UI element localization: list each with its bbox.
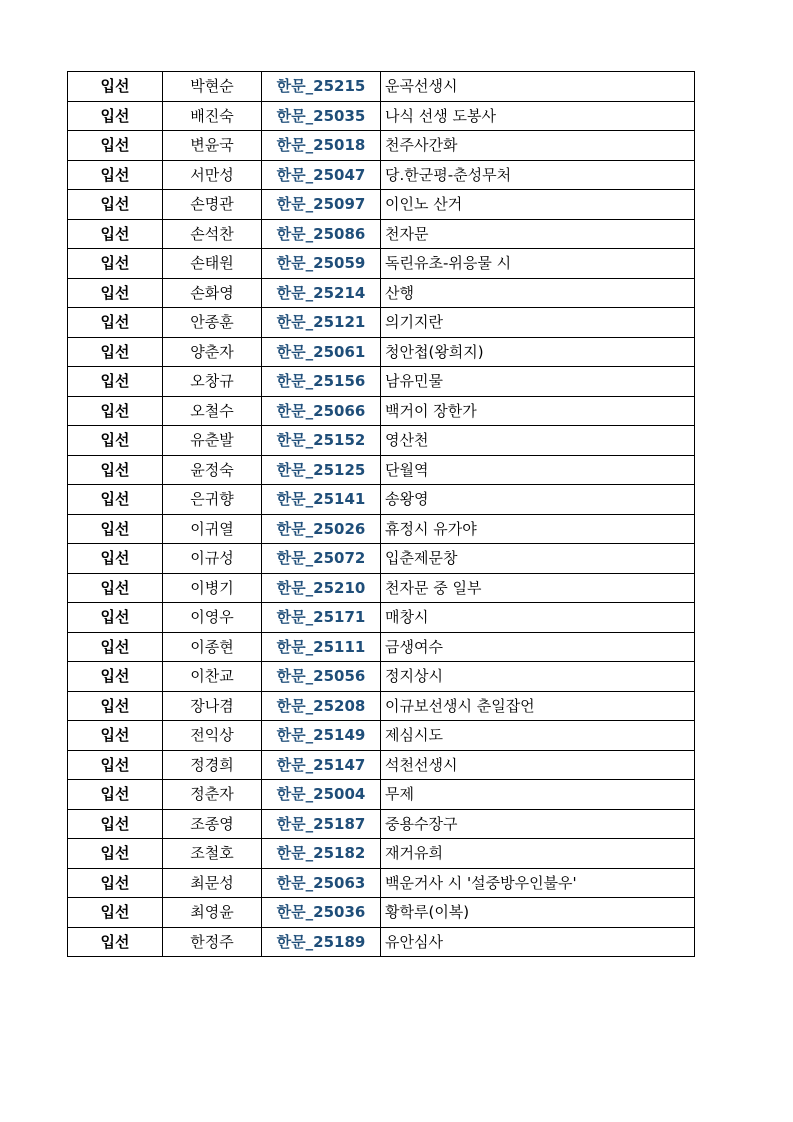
entry-code-cell: 한문_25035 (262, 101, 381, 131)
artist-name-cell: 손화영 (163, 278, 262, 308)
artist-name-cell: 장나겸 (163, 691, 262, 721)
table-row (68, 485, 695, 515)
entry-code-cell: 한문_25086 (262, 219, 381, 249)
table-row (68, 750, 695, 780)
work-title-cell: 유안심사 (381, 927, 695, 957)
table-row (68, 632, 695, 662)
table-row (68, 426, 695, 456)
table-row (68, 898, 695, 928)
award-cell: 입선 (68, 308, 163, 338)
work-title-cell: 나식 선생 도봉사 (381, 101, 695, 131)
award-cell: 입선 (68, 573, 163, 603)
artist-name-cell: 배진숙 (163, 101, 262, 131)
entry-code-cell: 한문_25121 (262, 308, 381, 338)
artist-name-cell: 변윤국 (163, 131, 262, 161)
artist-name-cell: 손석찬 (163, 219, 262, 249)
work-title-cell: 휴정시 유가야 (381, 514, 695, 544)
artist-name-cell: 손명관 (163, 190, 262, 220)
entry-code-cell: 한문_25036 (262, 898, 381, 928)
artist-name-cell: 한정주 (163, 927, 262, 957)
award-cell: 입선 (68, 898, 163, 928)
entry-code-cell: 한문_25004 (262, 780, 381, 810)
work-title-cell: 송왕영 (381, 485, 695, 515)
table-row (68, 367, 695, 397)
entry-code-cell: 한문_25208 (262, 691, 381, 721)
work-title-cell: 독린유초-위응물 시 (381, 249, 695, 279)
entry-code-cell: 한문_25189 (262, 927, 381, 957)
award-cell: 입선 (68, 927, 163, 957)
work-title-cell: 단월역 (381, 455, 695, 485)
artist-name-cell: 양춘자 (163, 337, 262, 367)
table-row (68, 131, 695, 161)
entry-code-cell: 한문_25147 (262, 750, 381, 780)
table-row (68, 190, 695, 220)
results-table-body (68, 72, 695, 957)
award-cell: 입선 (68, 337, 163, 367)
award-cell: 입선 (68, 721, 163, 751)
entry-code-cell: 한문_25097 (262, 190, 381, 220)
artist-name-cell: 정춘자 (163, 780, 262, 810)
artist-name-cell: 이종현 (163, 632, 262, 662)
table-row (68, 396, 695, 426)
award-cell: 입선 (68, 72, 163, 102)
award-cell: 입선 (68, 780, 163, 810)
work-title-cell: 매창시 (381, 603, 695, 633)
table-row (68, 868, 695, 898)
award-cell: 입선 (68, 219, 163, 249)
artist-name-cell: 안종훈 (163, 308, 262, 338)
table-row (68, 249, 695, 279)
work-title-cell: 금생여수 (381, 632, 695, 662)
work-title-cell: 황학루(이복) (381, 898, 695, 928)
artist-name-cell: 이귀열 (163, 514, 262, 544)
artist-name-cell: 윤정숙 (163, 455, 262, 485)
artist-name-cell: 정경희 (163, 750, 262, 780)
award-cell: 입선 (68, 426, 163, 456)
table-row (68, 160, 695, 190)
artist-name-cell: 유춘발 (163, 426, 262, 456)
artist-name-cell: 이영우 (163, 603, 262, 633)
table-row (68, 927, 695, 957)
work-title-cell: 석천선생시 (381, 750, 695, 780)
artist-name-cell: 오철수 (163, 396, 262, 426)
entry-code-cell: 한문_25059 (262, 249, 381, 279)
entry-code-cell: 한문_25056 (262, 662, 381, 692)
award-cell: 입선 (68, 131, 163, 161)
entry-code-cell: 한문_25066 (262, 396, 381, 426)
artist-name-cell: 이규성 (163, 544, 262, 574)
work-title-cell: 청안첩(왕희지) (381, 337, 695, 367)
table-row (68, 72, 695, 102)
award-cell: 입선 (68, 278, 163, 308)
entry-code-cell: 한문_25141 (262, 485, 381, 515)
award-cell: 입선 (68, 544, 163, 574)
work-title-cell: 당.한군평-춘성무처 (381, 160, 695, 190)
table-row (68, 603, 695, 633)
entry-code-cell: 한문_25156 (262, 367, 381, 397)
work-title-cell: 천자문 (381, 219, 695, 249)
artist-name-cell: 조종영 (163, 809, 262, 839)
work-title-cell: 이규보선생시 춘일잡언 (381, 691, 695, 721)
award-cell: 입선 (68, 367, 163, 397)
award-cell: 입선 (68, 101, 163, 131)
work-title-cell: 의기지란 (381, 308, 695, 338)
work-title-cell: 백운거사 시 '설중방우인불우' (381, 868, 695, 898)
work-title-cell: 천자문 중 일부 (381, 573, 695, 603)
table-row (68, 809, 695, 839)
work-title-cell: 남유민물 (381, 367, 695, 397)
work-title-cell: 영산천 (381, 426, 695, 456)
entry-code-cell: 한문_25018 (262, 131, 381, 161)
award-cell: 입선 (68, 249, 163, 279)
award-cell: 입선 (68, 839, 163, 869)
entry-code-cell: 한문_25026 (262, 514, 381, 544)
artist-name-cell: 조철호 (163, 839, 262, 869)
table-row (68, 544, 695, 574)
entry-code-cell: 한문_25111 (262, 632, 381, 662)
artist-name-cell: 손태원 (163, 249, 262, 279)
artist-name-cell: 이찬교 (163, 662, 262, 692)
award-cell: 입선 (68, 190, 163, 220)
entry-code-cell: 한문_25210 (262, 573, 381, 603)
artist-name-cell: 최문성 (163, 868, 262, 898)
entry-code-cell: 한문_25061 (262, 337, 381, 367)
results-table (67, 71, 695, 957)
work-title-cell: 무제 (381, 780, 695, 810)
award-cell: 입선 (68, 632, 163, 662)
artist-name-cell: 전익상 (163, 721, 262, 751)
table-row (68, 308, 695, 338)
award-cell: 입선 (68, 662, 163, 692)
award-cell: 입선 (68, 160, 163, 190)
work-title-cell: 중용수장구 (381, 809, 695, 839)
entry-code-cell: 한문_25214 (262, 278, 381, 308)
table-row (68, 514, 695, 544)
table-row (68, 780, 695, 810)
award-cell: 입선 (68, 868, 163, 898)
table-row (68, 219, 695, 249)
award-cell: 입선 (68, 455, 163, 485)
work-title-cell: 입춘제문창 (381, 544, 695, 574)
artist-name-cell: 은귀향 (163, 485, 262, 515)
artist-name-cell: 박현순 (163, 72, 262, 102)
entry-code-cell: 한문_25152 (262, 426, 381, 456)
work-title-cell: 운곡선생시 (381, 72, 695, 102)
artist-name-cell: 최영윤 (163, 898, 262, 928)
table-row (68, 662, 695, 692)
award-cell: 입선 (68, 485, 163, 515)
entry-code-cell: 한문_25215 (262, 72, 381, 102)
entry-code-cell: 한문_25182 (262, 839, 381, 869)
table-row (68, 455, 695, 485)
award-cell: 입선 (68, 691, 163, 721)
table-row (68, 101, 695, 131)
award-cell: 입선 (68, 396, 163, 426)
work-title-cell: 재거유희 (381, 839, 695, 869)
table-row (68, 337, 695, 367)
table-row (68, 839, 695, 869)
table-row (68, 721, 695, 751)
table-row (68, 573, 695, 603)
work-title-cell: 제심시도 (381, 721, 695, 751)
entry-code-cell: 한문_25187 (262, 809, 381, 839)
award-cell: 입선 (68, 603, 163, 633)
entry-code-cell: 한문_25072 (262, 544, 381, 574)
work-title-cell: 천주사간화 (381, 131, 695, 161)
award-cell: 입선 (68, 750, 163, 780)
artist-name-cell: 이병기 (163, 573, 262, 603)
entry-code-cell: 한문_25063 (262, 868, 381, 898)
entry-code-cell: 한문_25171 (262, 603, 381, 633)
artist-name-cell: 서만성 (163, 160, 262, 190)
award-cell: 입선 (68, 514, 163, 544)
work-title-cell: 산행 (381, 278, 695, 308)
award-cell: 입선 (68, 809, 163, 839)
table-row (68, 691, 695, 721)
artist-name-cell: 오창규 (163, 367, 262, 397)
work-title-cell: 이인노 산거 (381, 190, 695, 220)
entry-code-cell: 한문_25047 (262, 160, 381, 190)
work-title-cell: 백거이 장한가 (381, 396, 695, 426)
table-row (68, 278, 695, 308)
entry-code-cell: 한문_25125 (262, 455, 381, 485)
work-title-cell: 정지상시 (381, 662, 695, 692)
entry-code-cell: 한문_25149 (262, 721, 381, 751)
